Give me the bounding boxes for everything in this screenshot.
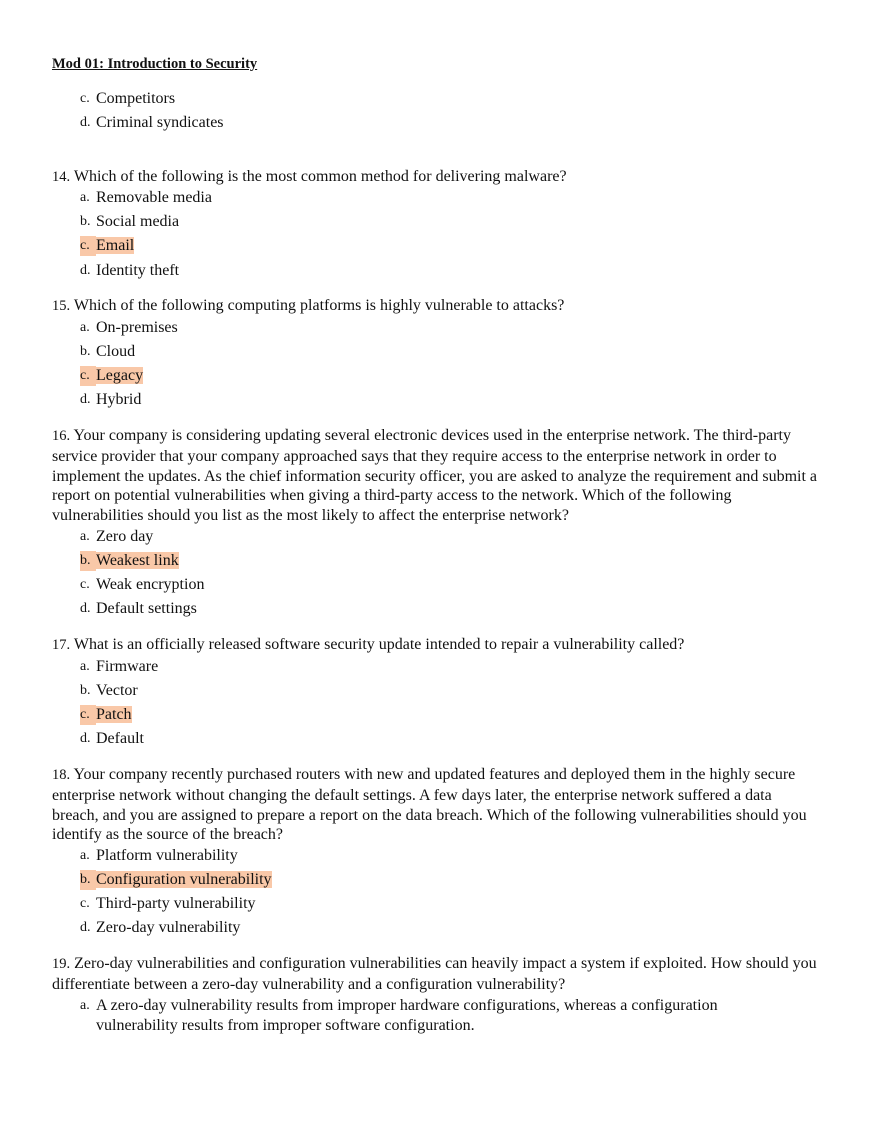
option-item: [80, 918, 800, 938]
option-text: Competitors: [96, 90, 176, 107]
option-text: Cloud: [96, 343, 136, 360]
option-text: Social media: [96, 213, 180, 230]
option-letter: c.: [80, 366, 96, 386]
question-17: [52, 635, 822, 656]
question-number: 18.: [52, 767, 71, 783]
question-text: Zero-day vulnerabilities and configuration vulnerabilities can heavily impact a system if exploited. How should you differentiate between a zero-day vulnerability and a configuration vulnerability?: [52, 955, 817, 993]
option-text: Weak encryption: [96, 576, 205, 593]
question-number: 15.: [52, 298, 71, 314]
option-item: [80, 188, 800, 208]
option-letter: c.: [80, 896, 90, 911]
option-letter: b.: [80, 344, 91, 359]
option-text-highlighted: Email: [96, 237, 135, 254]
option-letter: c.: [80, 91, 90, 106]
option-text-highlighted: Configuration vulnerability: [96, 871, 272, 888]
option-item: [80, 89, 800, 109]
option-item-correct: [80, 705, 800, 725]
option-text: Firmware: [96, 658, 159, 675]
option-text-highlighted: Patch: [96, 706, 132, 723]
option-letter: a.: [80, 529, 90, 544]
option-item: [80, 318, 800, 338]
option-item: [80, 657, 800, 677]
option-text: Identity theft: [96, 262, 180, 279]
option-letter: d.: [80, 392, 91, 407]
question-text: What is an officially released software security update intended to repair a vulnerability called?: [73, 636, 685, 653]
option-letter: a.: [80, 659, 90, 674]
option-letter: b.: [80, 683, 91, 698]
option-text: Removable media: [96, 189, 212, 206]
option-item: [80, 681, 800, 701]
option-text: Third-party vulnerability: [96, 895, 256, 912]
question-number: 14.: [52, 169, 71, 185]
option-text: A zero-day vulnerability results from improper hardware configurations, whereas a configuration vulnerability results from improper software configuration.: [96, 997, 718, 1034]
option-text: Zero day: [96, 528, 154, 545]
option-item: [80, 212, 800, 232]
question-14: [52, 167, 822, 188]
option-letter: a.: [80, 190, 90, 205]
option-text: On-premises: [96, 319, 178, 336]
option-item-correct: [80, 870, 800, 890]
question-text: Which of the following is the most common method for delivering malware?: [73, 168, 567, 185]
question-15: [52, 296, 822, 317]
option-item: [80, 390, 800, 410]
question-16: [52, 426, 822, 526]
option-letter: a.: [80, 998, 90, 1013]
option-item: [80, 261, 800, 281]
option-item: [80, 599, 800, 619]
option-item-correct: [80, 366, 800, 386]
option-letter: b.: [80, 214, 91, 229]
option-text: Default: [96, 730, 144, 747]
question-number: 19.: [52, 956, 71, 972]
option-item: [80, 729, 800, 749]
option-letter: d.: [80, 731, 91, 746]
page-header: Mod 01: Introduction to Security: [52, 56, 258, 72]
option-text: Zero-day vulnerability: [96, 919, 241, 936]
option-item: [80, 996, 800, 1036]
question-number: 17.: [52, 637, 71, 653]
option-letter: d.: [80, 263, 91, 278]
option-letter: b.: [80, 870, 96, 890]
option-letter: b.: [80, 551, 96, 571]
option-text: Hybrid: [96, 391, 142, 408]
option-letter: d.: [80, 115, 91, 130]
question-19: [52, 954, 822, 995]
option-text-highlighted: Weakest link: [96, 552, 179, 569]
option-text: Criminal syndicates: [96, 114, 224, 131]
option-item: [80, 342, 800, 362]
option-letter: a.: [80, 848, 90, 863]
option-item: [80, 527, 800, 547]
option-text: Vector: [96, 682, 138, 699]
question-number: 16.: [52, 428, 71, 444]
option-item: [80, 846, 800, 866]
option-item: [80, 894, 800, 914]
option-letter: d.: [80, 920, 91, 935]
option-letter: c.: [80, 236, 96, 256]
option-text: Platform vulnerability: [96, 847, 238, 864]
question-text: Your company is considering updating several electronic devices used in the enterprise network. The third-party service provider that your company approached says that they require access to the enterprise network in order to implement the updates. As the chief information security officer, you are asked to analyze the requirement and submit a report on potential vulnerabilities when giving a third-party access to the network. Which of the following vulnerabilities should you list as the most likely to affect the enterprise network?: [52, 427, 818, 525]
option-letter: c.: [80, 577, 90, 592]
option-item-correct: [80, 551, 800, 571]
option-item: [80, 113, 800, 133]
option-item: [80, 575, 800, 595]
option-letter: d.: [80, 601, 91, 616]
question-text: Your company recently purchased routers with new and updated features and deployed them in the highly secure enterprise network without changing the default settings. A few days later, the enterprise network suffered a data breach, and you are assigned to prepare a report on the data breach. Which of the following vulnerabilities should you identify as the source of the breach?: [52, 766, 807, 844]
question-text: Which of the following computing platforms is highly vulnerable to attacks?: [73, 297, 565, 314]
option-item-correct: [80, 236, 800, 256]
question-18: [52, 765, 822, 845]
option-letter: c.: [80, 705, 96, 725]
option-text-highlighted: Legacy: [96, 367, 144, 384]
option-letter: a.: [80, 320, 90, 335]
option-text: Default settings: [96, 600, 197, 617]
